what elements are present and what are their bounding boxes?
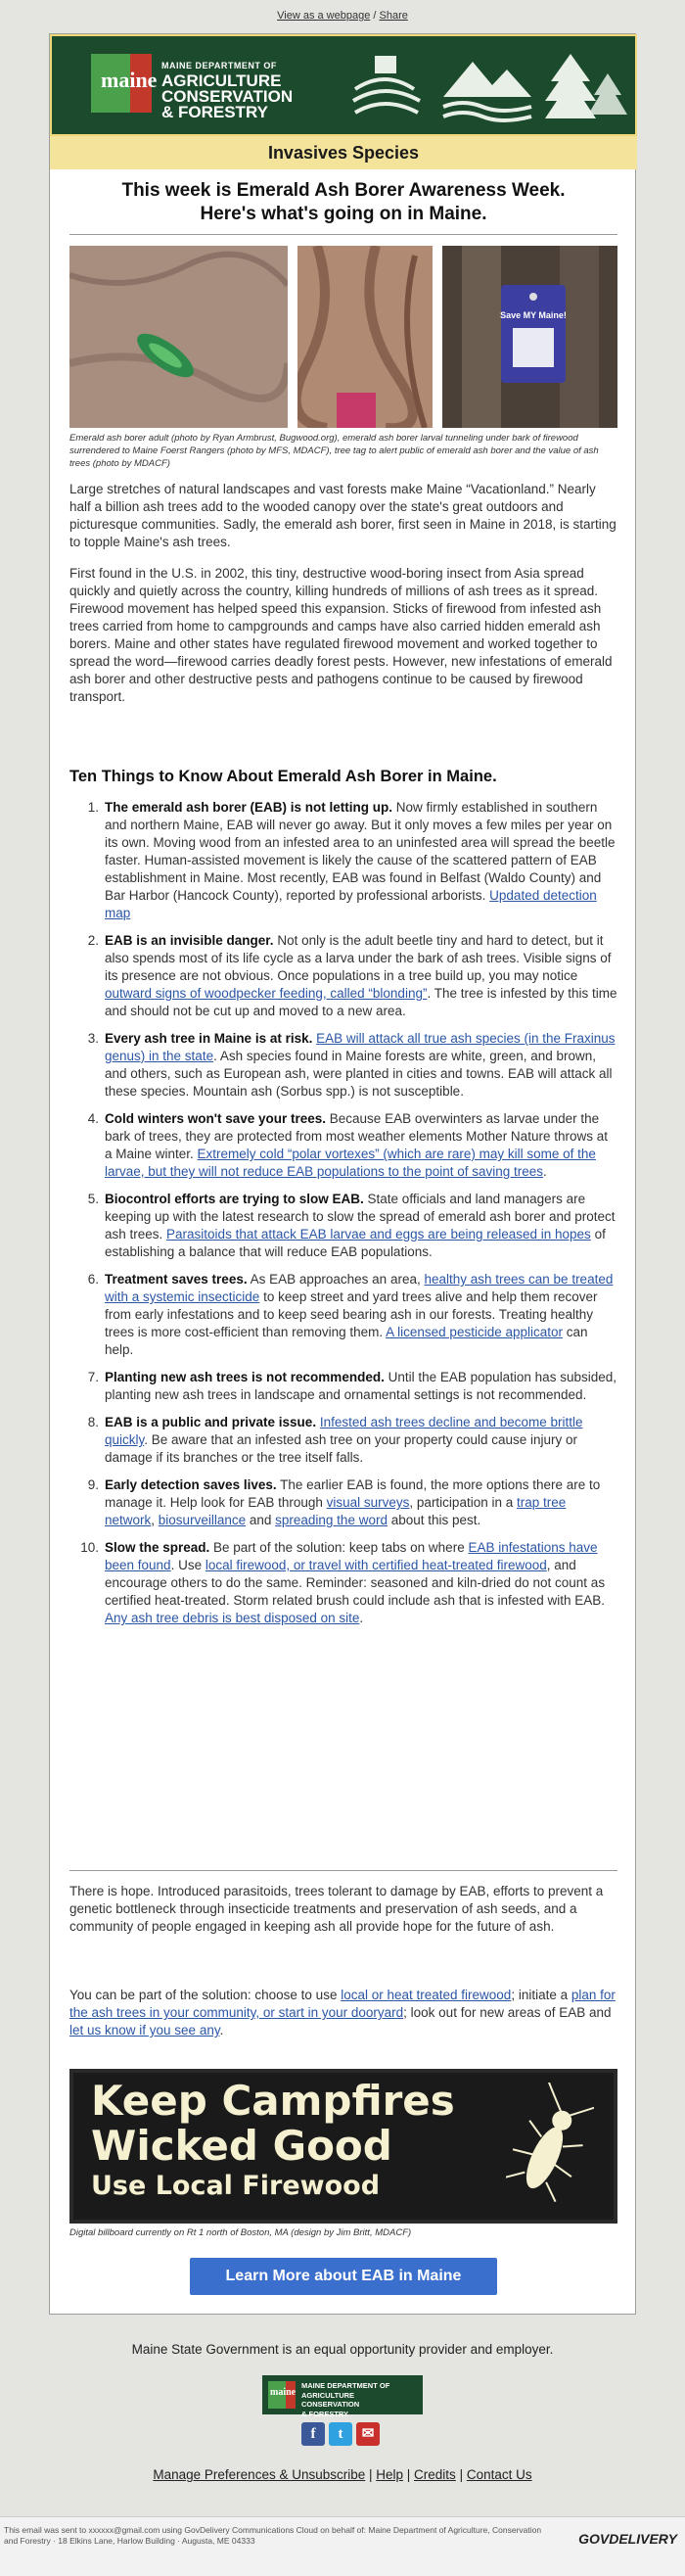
solution-paragraph: You can be part of the solution: choose to use local or heat treated firewood; initiate a plan for the ash trees in your community, or start in your dooryard; look out for new areas of EAB and let us know if you see any. xyxy=(69,1988,616,2037)
hope-paragraph: There is hope. Introduced parasitoids, trees tolerant to damage by EAB, efforts to prevent a genetic bottleneck through insecticide treatments and preservation of ash seeds, and a community of people engaged in keeping ash all provide hope for the future of ash. xyxy=(69,1884,604,1934)
debris-disposal-link[interactable]: Any ash tree debris is best disposed on site xyxy=(105,1611,360,1625)
billboard-headline: Keep Campfires Wicked Good xyxy=(91,2077,455,2170)
photo-caption: Emerald ash borer adult (photo by Ryan Armbrust, Bugwood.org), emerald ash borer larval tunneling under bark of firewood surrendered to Maine Foerst Rangers (photo by MFS, MDACF), tree tag to alert public of emerald ash borer and the value of ash trees (photo by MDACF) xyxy=(69,433,599,469)
campfire-billboard xyxy=(69,2069,617,2224)
govdelivery-footer xyxy=(0,2516,685,2576)
forest-icon xyxy=(545,54,627,118)
insecticide-link[interactable]: healthy ash trees can be treated with a systemic insecticide xyxy=(105,1272,614,1304)
credits-link[interactable]: Credits xyxy=(414,2467,456,2482)
help-link[interactable]: Help xyxy=(376,2467,404,2482)
header-banner xyxy=(50,34,637,136)
polar-vortex-link[interactable]: Extremely cold “polar vortexes” (which are rare) may kill some of the larvae, but they will not reduce EAB populations to the point of saving trees xyxy=(105,1147,596,1179)
footer-logo-word: maine xyxy=(270,2387,297,2398)
footer-logo: MAINE DEPARTMENT OF AGRICULTURE CONSERVATION & FORESTRY maine xyxy=(262,2375,423,2414)
view-as-webpage-link[interactable]: View as a webpage xyxy=(277,10,371,22)
intro-paragraph-1: Large stretches of natural landscapes and vast forests make Maine “Vacationland.” Nearly half a billion ash trees add to the wooded canopy over the state's great outdoors and picturesque communities. Sadly, the emerald ash borer, first seen in Maine in 2018, is starting to topple Maine's ash trees. xyxy=(69,482,616,549)
brittle-trees-link[interactable]: Infested ash trees decline and become brittle quickly xyxy=(105,1415,583,1447)
farm-fields-icon xyxy=(353,56,420,113)
visual-surveys-link[interactable]: visual surveys xyxy=(326,1495,410,1510)
top-links xyxy=(0,10,685,22)
list-item: 10. Slow the spread. Be part of the solution: keep tabs on where EAB infestations have been found. Use local firewood, or travel with certified heat-treated firewood, and encourage others to do the same. Reminder: seasoned and kiln-dried do not count as certified heat-treated. Storm related brush could include ash that is infested with EAB. Any ash tree debris is best disposed on site. xyxy=(80,1540,606,1625)
list-item: 5. Biocontrol efforts are trying to slow EAB. State officials and land managers are keeping up with the latest research to slow the spread of emerald ash borer and protect ash trees. Parasitoids that attack EAB larvae and eggs are being released in hopes of establishing a balance that will reduce EAB populations. xyxy=(87,1192,616,1259)
billboard-caption: Digital billboard currently on Rt 1 north of Boston, MA (design by Jim Britt, MDACF) xyxy=(69,2227,412,2238)
twitter-icon[interactable]: t xyxy=(329,2422,352,2446)
department-icons xyxy=(345,50,629,124)
heat-treated-firewood-link[interactable]: local or heat treated firewood xyxy=(341,1988,512,2002)
list-item: 6. Treatment saves trees. As EAB approaches an area, healthy ash trees can be treated with a systemic insecticide to keep street and yard trees alive and help them recover from early infestations and to keep seed bearing ash in our forests. Treating healthy trees is more cost-efficient than removing them. A licensed pesticide applicator can help. xyxy=(87,1272,614,1357)
mountains-water-icon xyxy=(443,62,531,120)
larval-tunneling-photo xyxy=(297,246,433,428)
ten-things-list xyxy=(69,799,617,1637)
learn-more-button[interactable]: Learn More about EAB in Maine xyxy=(190,2258,497,2295)
intro-paragraph-2: First found in the U.S. in 2002, this tiny, destructive wood-boring insect from Asia spread quickly and quietly across the country, killing hundreds of millions of ash trees as it spread. Firewood movement has helped speed this expansion. Sticks of firewood from infested ash trees carried from home to campgrounds and camps have also carried hidden emerald ash borers. Maine and other states have regulated firewood movement and worked together to spread the word—firewood carries deadly forest pests. However, new infestations of emerald ash borer and other destructive pests and pathogens continue to be caused by firewood transport. xyxy=(69,566,613,704)
newsletter-card xyxy=(49,33,636,2315)
contact-us-link[interactable]: Contact Us xyxy=(466,2467,532,2482)
list-item: 7. Planting new ash trees is not recommended. Until the EAB population has subsided, planting new ash trees in landscape and ornamental settings is not recommended. xyxy=(87,1370,616,1402)
beetle-icon xyxy=(506,2083,594,2210)
sent-to-notice: This email was sent to xxxxxx@gmail.com using GovDelivery Communications Cloud on behalf of: Maine Department of Agriculture, Conservation and Forestry · 18 Elkins Lane, Harlow Building · Augusta, ME 04333 xyxy=(4,2525,542,2546)
equal-opportunity-notice: Maine State Government is an equal opportunity provider and employer. xyxy=(131,2342,554,2357)
list-item: 2. EAB is an invisible danger. Not only is the adult beetle tiny and hard to detect, but it also spends most of its life cycle as a larva under the bark of ash trees. Visible signs of its presence are not obvious. Once populations in a tree build up, you may notice outward signs of woodpecker feeding, called “blonding”. The tree is infested by this time and should not be cut up and moved to a new area. xyxy=(87,933,617,1018)
list-item: 4. Cold winters won't save your trees. Because EAB overwinters as larvae under the bark of trees, they are protected from most weather elements Mother Nature throws at a Maine winter. Extremely cold “polar vortexes” (which are rare) may kill some of the larvae, but they will not reduce EAB populations to the point of saving trees. xyxy=(87,1111,608,1179)
share-link[interactable]: Share xyxy=(379,10,408,22)
maine-logo-icon xyxy=(91,54,158,113)
parasitoids-link[interactable]: Parasitoids that attack EAB larvae and eggs are being released in hopes xyxy=(166,1227,591,1241)
local-firewood-link[interactable]: local firewood, or travel with certified heat-treated firewood xyxy=(205,1558,547,1572)
top-links-separator: / xyxy=(370,10,380,22)
list-heading: Ten Things to Know About Emerald Ash Borer in Maine. xyxy=(69,768,497,785)
divider xyxy=(69,1870,617,1871)
list-item: 1. The emerald ash borer (EAB) is not letting up. Now firmly established in southern and northern Maine, EAB will never go away. But it only moves a few miles per year on its own. Moving wood from an infested area to an uninfested area will spread the beetle faster. Human-assisted movement is likely the cause of the scattered pattern of EAB establishment in Maine. Most recently, EAB was found in Belfast (Waldo County) and Bar Harbor (Hancock County), reported by professional arborists. Updated detection map xyxy=(87,800,616,920)
pesticide-applicator-link[interactable]: A licensed pesticide applicator xyxy=(386,1325,563,1339)
section-title: Invasives Species xyxy=(50,136,637,169)
ash-borer-adult-photo xyxy=(69,246,288,428)
report-eab-link[interactable]: let us know if you see any xyxy=(69,2023,220,2037)
photo-row xyxy=(69,246,617,428)
divider xyxy=(69,234,617,235)
ash-species-link[interactable]: EAB will attack all true ash species (in the Fraxinus genus) in the state xyxy=(105,1031,616,1063)
maine-logo-word: maine xyxy=(101,68,158,92)
list-item: 3. Every ash tree in Maine is at risk. EAB will attack all true ash species (in the Fraxinus genus) in the state. Ash species found in Maine forests are white, green, and brown, and others, such as European ash, were planted in cities and towns. EAB will attack all these species. Mountain ash (Sorbus spp.) is not susceptible. xyxy=(87,1031,616,1099)
facebook-icon[interactable]: f xyxy=(301,2422,325,2446)
list-item: 9. Early detection saves lives. The earlier EAB is found, the more options there are to manage it. Help look for EAB through visual surveys, participation in a trap tree network, biosurveillance and spreading the word about this pest. xyxy=(87,1477,601,1527)
manage-links: Manage Preferences & Unsubscribe | Help | Credits | Contact Us xyxy=(153,2467,532,2482)
billboard-subline: Use Local Firewood xyxy=(91,2171,381,2201)
biosurveillance-link[interactable]: biosurveillance xyxy=(158,1513,247,1527)
detection-map-link[interactable]: Updated detection map xyxy=(105,888,597,920)
page-headline: This week is Emerald Ash Borer Awareness Week. Here's what's going on in Maine. xyxy=(121,180,566,224)
govdelivery-logo: GOVDELIVERY xyxy=(578,2531,677,2547)
trap-tree-link[interactable]: trap tree network xyxy=(105,1495,567,1527)
spreading-word-link[interactable]: spreading the word xyxy=(275,1513,388,1527)
social-links xyxy=(301,2422,384,2446)
list-item: 8. EAB is a public and private issue. Infested ash trees decline and become brittle quickly. Be aware that an infested ash tree on your property could cause injury or damage if its branches or the tree itself falls. xyxy=(87,1415,583,1465)
infestations-found-link[interactable]: EAB infestations have been found xyxy=(105,1540,598,1572)
woodpecker-signs-link[interactable]: outward signs of woodpecker feeding, called “blonding” xyxy=(105,986,428,1001)
community-plan-link[interactable]: plan for the ash trees in your community, or start in your dooryard xyxy=(69,1988,616,2020)
tree-tag-photo xyxy=(442,246,617,428)
manage-preferences-link[interactable]: Manage Preferences & Unsubscribe xyxy=(153,2467,366,2482)
email-icon[interactable]: ✉ xyxy=(356,2422,380,2446)
department-name: MAINE DEPARTMENT OF AGRICULTURE CONSERVATION & FORESTRY xyxy=(161,61,294,121)
tree-tag-text: Save MY Maine! xyxy=(500,310,567,320)
